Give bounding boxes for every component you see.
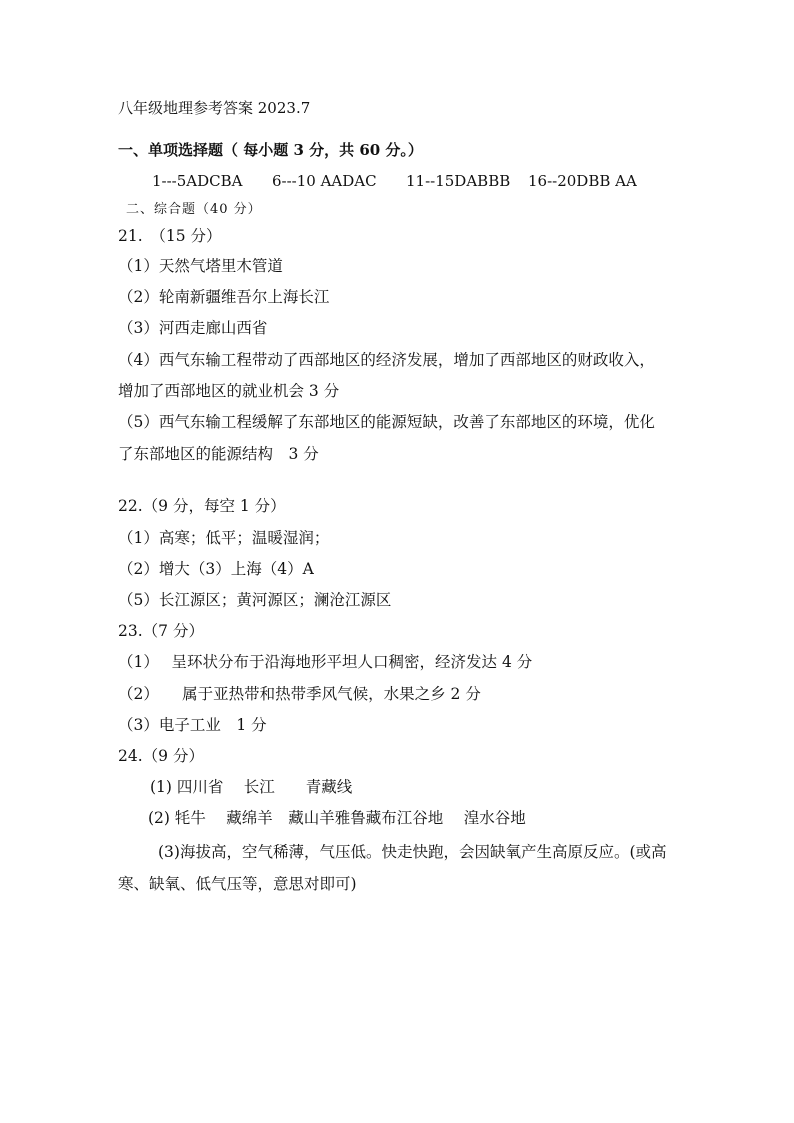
q23-answer-3: （3）电子工业 1 分 (118, 716, 267, 734)
document-title: 八年级地理参考答案 2023.7 (118, 99, 311, 117)
answer-group-2: 6---10 AADAC (272, 172, 377, 190)
section1-heading: 一、单项选择题（ 每小题 3 分，共 60 分。） (118, 141, 423, 159)
answer-group-3: 11--15DABBB (406, 172, 511, 190)
q24-answer-1: (1) 四川省 长江 青藏线 (150, 778, 353, 796)
q24-answer-3-line2: 寒、缺氧、低气压等，意思对即可) (118, 875, 357, 893)
q22-heading: 22.（9 分，每空 1 分） (118, 497, 286, 515)
q22-answer-1: （1）高寒；低平；温暖湿润； (118, 529, 330, 547)
q22-answer-5: （5）长江源区；黄河源区；澜沧江源区 (118, 591, 392, 609)
q21-answer-2: （2）轮南新疆维吾尔上海长江 (118, 288, 330, 306)
q23-answer-1: （1） 呈环状分布于沿海地形平坦人口稠密，经济发达 4 分 (118, 653, 533, 671)
q21-answer-5-line1: （5）西气东输工程缓解了东部地区的能源短缺，改善了东部地区的环境，优化 (118, 413, 655, 431)
q21-answer-1: （1）天然气塔里木管道 (118, 257, 283, 275)
q24-answer-2: (2) 牦牛 藏绵羊 藏山羊雅鲁藏布江谷地 湟水谷地 (148, 809, 526, 827)
q24-heading: 24.（9 分） (118, 747, 204, 765)
section2-heading: 二、综合题（40 分） (126, 202, 262, 217)
q21-answer-4-line1: （4）西气东输工程带动了西部地区的经济发展，增加了西部地区的财政收入， (118, 351, 655, 369)
q22-answer-2: （2）增大（3）上海（4）A (118, 560, 314, 578)
q21-answer-3: （3）河西走廊山西省 (118, 319, 268, 337)
q23-answer-2: （2） 属于亚热带和热带季风气候，水果之乡 2 分 (118, 685, 481, 703)
q23-heading: 23.（7 分） (118, 622, 204, 640)
q21-answer-4-line2: 增加了西部地区的就业机会 3 分 (118, 382, 340, 400)
q24-answer-3-line1: (3)海拔高，空气稀薄，气压低。快走快跑，会因缺氧产生高原反应。(或高 (158, 843, 667, 861)
q21-answer-5-line2: 了东部地区的能源结构 3 分 (118, 445, 319, 463)
answer-group-4: 16--20DBB AA (528, 172, 637, 190)
answer-group-1: 1---5ADCBA (152, 172, 243, 190)
q21-heading: 21. （15 分） (118, 227, 222, 245)
